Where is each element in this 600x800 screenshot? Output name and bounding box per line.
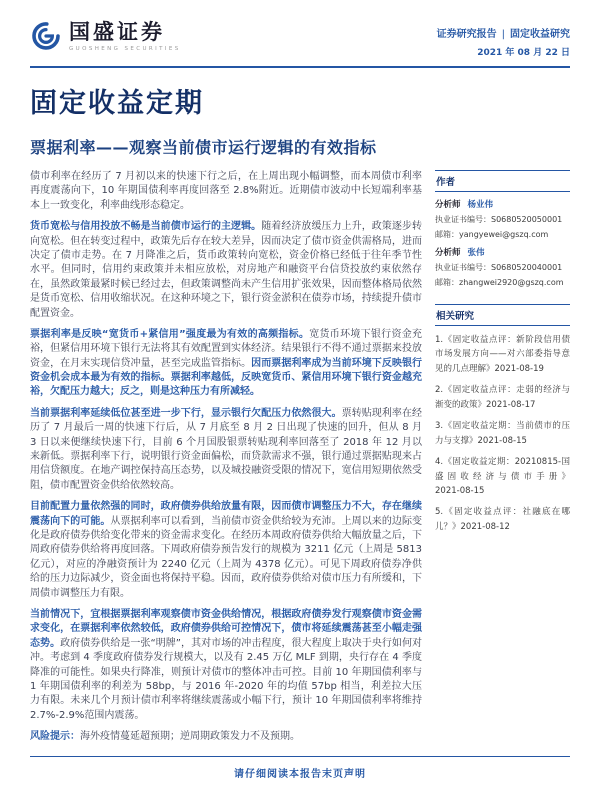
related-section-header: 相关研究 — [435, 304, 570, 326]
body-paragraph — [30, 220, 422, 321]
paragraph-text: 随着经济放缓压力上升，政策逐步转向宽松。但在转变过程中，政策先后存在较大差异，因而决定了债市资金供需格局，进而决定了债市走势。在 7 月降准之后，货币政策转向宽松，资金价格已经低于往年季节性水平。但同时，信用约束政策并未相应放松，对房地产和融资平台信贷投放约束依然存在，虽然政策最紧时候已经过去，但政策调整尚未产生信用扩张效果，因而整体格局依然是货币宽松、信用收缩状况。在这种环境之下，银行资金淤积在债券市场，持续提升债市配置资金。 — [30, 221, 423, 319]
paragraph-text: 从票据利率可以看到，当前债市资金供给较为充沛。上周以来的边际变化是政府债券供给变化带来的资金需求变化。在经历本周政府债券供给大幅放量之后，下周政府债券供给将再度回落。下周政府债券预告发行的规模为 3211 亿元（上周是 5813 亿元），对应的净融资预计为 2240 亿元（上周为 4378 亿元）。可见下周政府债券净供给的压力边际减少，资金面也将保持平稳。因而，政府债券供给对债市压力有所缓和，下周债市调整压力有限。 — [30, 515, 423, 599]
body-paragraph — [30, 170, 422, 213]
logo-text-block — [69, 20, 181, 51]
report-subtitle: 票据利率——观察当前债市运行逻辑的有效指标 — [30, 138, 377, 157]
company-logo — [30, 20, 181, 52]
analyst-name: 杨业伟 — [467, 200, 494, 210]
related-item-title: 《固定收益点评：新阶段信用债市场发展方向——对六部委指导意见的几点理解》 — [435, 335, 570, 374]
body-paragraph — [30, 500, 422, 601]
report-meta — [437, 25, 570, 58]
related-item-index: 5. — [435, 507, 444, 518]
paragraph-lead-text: 目前配置力量依然强的同时，政府债券供给放量有限，因而债市调整压力不大，存在继续震荡向下的可能。 — [30, 501, 422, 527]
risk-text: 海外疫情蔓延超预期；逆周期政策发力不及预期。 — [80, 731, 300, 743]
analyst-block — [435, 246, 570, 288]
related-item-title: 《固定收益定期：当前债市的压力与支撑》 — [435, 421, 570, 446]
report-type-line — [437, 25, 570, 40]
paragraph-lead-text: 因而票据利率成为当前环境下反映银行资金机会成本最为有效的指标。票据利率越低，反映宽货币、紧信用环境下银行资金越充裕，欠配压力越大；反之，则是这种压力有所减轻。 — [30, 357, 423, 398]
body-paragraph — [30, 328, 422, 400]
related-item-date: 2021-08-17 — [486, 399, 536, 410]
paragraph-lead-text: 当前情况下，宜根据票据利率观察债市资金供给情况，根据政府债券发行观察债市资金需求变化，在票据利率依然较低，政府债券供给可控情况下，债市将延续震荡甚至小幅走强态势。 — [30, 608, 422, 649]
report-date: 2021 年 08 月 22 日 — [477, 48, 570, 58]
paragraph-lead-text: 货币宽松与信用投放不畅是当前债市运行的主逻辑。 — [30, 221, 262, 233]
guosheng-swirl-icon — [30, 20, 62, 52]
paragraph-lead-text: 票据利率是反映“宽货币+紧信用”强度最为有效的高频指标。 — [30, 328, 310, 340]
related-research-item — [435, 383, 570, 412]
analyst-name-row — [435, 246, 570, 258]
related-item-index: 2. — [435, 385, 444, 396]
page-title: 固定收益定期 — [30, 88, 204, 119]
analyst-name: 张伟 — [467, 248, 485, 258]
related-item-index: 4. — [435, 457, 444, 468]
meta-divider: | — [501, 29, 505, 40]
sidebar — [435, 170, 570, 534]
analyst-role: 分析师 — [435, 200, 461, 210]
company-name-cn: 国盛证券 — [69, 19, 165, 45]
author-section-header: 作者 — [435, 170, 570, 192]
report-type: 证券研究报告 — [436, 29, 497, 40]
analyst-block — [435, 198, 570, 240]
risk-note — [30, 730, 422, 744]
related-research-item — [435, 455, 570, 498]
report-category: 固定收益研究 — [510, 29, 570, 40]
footer-disclaimer: 请仔细阅读本报告末页声明 — [234, 769, 366, 780]
analyst-email: 邮箱：zhangwei2920@gszq.com — [435, 278, 564, 287]
analyst-name-row — [435, 198, 570, 210]
related-item-title: 《固定收益点评：社融底在哪儿？》 — [435, 507, 570, 532]
risk-label: 风险提示： — [30, 731, 80, 743]
report-header — [30, 20, 570, 58]
paragraph-text: 债市利率在经历了 7 月初以来的快速下行之后，在上周出现小幅调整，而本周债市利率再度震荡向下，10 年期国债利率再度回落至 2.8%附近。近期债市波动中长短端利率基本上一致变化，利率曲线形态稳定。 — [30, 171, 422, 211]
analyst-role: 分析师 — [435, 248, 461, 258]
paragraph-text: 宽货币环境下银行资金充裕，但紧信用环境下银行无法将其有效配置到实体经济。结果银行不得不通过票据来投放资金，在月末实现信贷冲量，甚至完成监管指标。 — [30, 328, 423, 369]
related-research-section — [435, 304, 570, 534]
header-rule — [30, 66, 570, 68]
related-research-item — [435, 419, 570, 448]
related-item-index: 3. — [435, 421, 444, 432]
related-research-item — [435, 333, 570, 376]
paragraph-text: 票转贴现利率在经历了 7 月最后一周的快速下行后，从 7 月底至 8 月 2 日出现了快速的回升，但从 8 月 3 日以来便继续快速下行，目前 6 个月国股银票转贴现利率回落至了 2018 年 12 月以来新低。票据利率下行，说明银行资金面偏松，而贷款需求不强，银行通过票据贴现来占用信贷额度。在地产调控保持高压态势，以及城投融资受限的情况下，宽信用短期依然受阻，债市配置资金供给依然较高。 — [30, 407, 423, 491]
analyst-email: 邮箱：yangyewei@gszq.com — [435, 230, 549, 239]
related-item-title: 《固定收益点评：走弱的经济与渐变的政策》 — [435, 385, 570, 410]
body-paragraph — [30, 608, 422, 723]
report-body — [30, 170, 422, 751]
footer-rule — [30, 756, 570, 758]
page-footer — [30, 756, 570, 781]
body-paragraph — [30, 407, 422, 493]
paragraph-text: 政府债券供给是一张“明牌”，其对市场的冲击程度，很大程度上取决于央行如何对冲。考虑到 4 季度政府债券发行规模大，以及有 2.45 万亿 MLF 到期，央行存在 4 季度降准的可能性。如果央行降准，则预计对债市的整体冲击可控。目前 10 年期国债利率与 1 年期国债利率的利差为 58bp，与 2016 年-2020 年的均值 57bp 相当，利差拉大压力有限。未来几个月预计债市利率将继续震荡或小幅下行，预计 10 年期国债利率将维持 2.7%-2.9%范围内震荡。 — [30, 637, 422, 721]
company-name-en: GUOSHENG SECURITIES — [69, 45, 181, 52]
content-columns — [30, 170, 570, 751]
related-item-date: 2021-08-15 — [477, 435, 527, 446]
analyst-cert-number: 执业证书编号：S0680520050001 — [435, 215, 563, 224]
analyst-cert-number: 执业证书编号：S0680520040001 — [435, 263, 563, 272]
related-item-date: 2021-08-12 — [460, 521, 510, 532]
paragraph-lead-text: 当前票据利率延续低位甚至进一步下行，显示银行欠配压力依然很大。 — [30, 407, 342, 419]
related-research-item — [435, 505, 570, 534]
analysts — [435, 198, 570, 288]
related-research-list — [435, 333, 570, 534]
related-item-index: 1. — [435, 335, 444, 345]
related-item-date: 2021-08-19 — [494, 363, 544, 374]
related-item-title: 《固定收益定期：20210815-国盛固收经济与债市手册》 — [435, 457, 570, 482]
related-item-date: 2021-08-15 — [435, 485, 485, 496]
